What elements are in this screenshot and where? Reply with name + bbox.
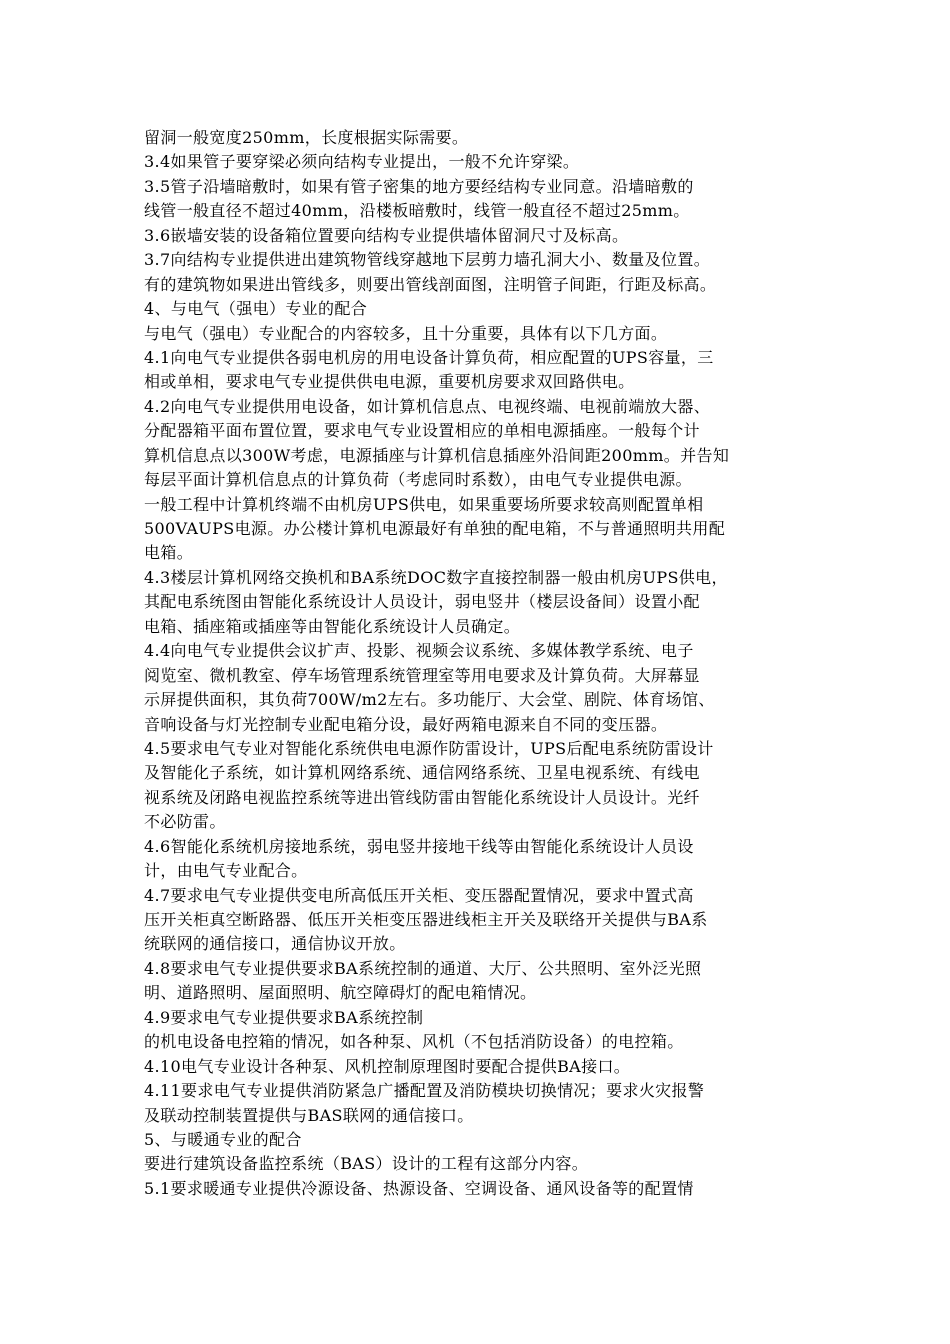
section-heading: 5、与暖通专业的配合 <box>144 1129 302 1149</box>
text-line: 4.5要求电气专业对智能化系统供电电源作防雷设计，UPS后配电系统防雷设计 <box>144 738 714 758</box>
text-line: 与电气（强电）专业配合的内容较多，且十分重要，具体有以下几方面。 <box>144 323 668 343</box>
document-body <box>144 126 824 1201</box>
text-line: 不必防雷。 <box>144 812 226 832</box>
text-line: 压开关柜真空断路器、低压开关柜变压器进线柜主开关及联络开关提供与BA系 <box>144 910 708 929</box>
text-line: 线管一般直径不超过40mm，沿楼板暗敷时，线管一般直径不超过25mm。 <box>144 201 690 221</box>
text-line: 留洞一般宽度250mm，长度根据实际需要。 <box>144 128 469 147</box>
text-line: 有的建筑物如果进出管线多，则要出管线剖面图，注明管子间距，行距及标高。 <box>144 274 717 294</box>
text-line: 3.5管子沿墙暗敷时，如果有管子密集的地方要经结构专业同意。沿墙暗敷的 <box>144 176 694 196</box>
section-heading: 4、与电气（强电）专业的配合 <box>144 299 368 319</box>
text-line: 4.8要求电气专业提供要求BA系统控制的通道、大厅、公共照明、室外泛光照 <box>144 958 702 978</box>
text-line: 3.4如果管子要穿梁必须向结构专业提出，一般不允许穿梁。 <box>144 152 580 172</box>
text-line: 分配器箱平面布置位置，要求电气专业设置相应的单相电源插座。一般每个计 <box>144 421 700 441</box>
text-line: 及智能化子系统，如计算机网络系统、通信网络系统、卫星电视系统、有线电 <box>144 763 700 783</box>
text-line: 5.1要求暖通专业提供冷源设备、热源设备、空调设备、通风设备等的配置情 <box>144 1178 694 1198</box>
text-line: 视系统及闭路电视监控系统等进出管线防雷由智能化系统设计人员设计。光纤 <box>144 787 700 807</box>
text-line: 阅览室、微机教室、停车场管理系统管理室等用电要求及计算负荷。大屏幕显 <box>144 665 700 685</box>
text-line: 4.1向电气专业提供各弱电机房的用电设备计算负荷，相应配置的UPS容量，三 <box>144 347 714 367</box>
text-line: 电箱、插座箱或插座等由智能化系统设计人员确定。 <box>144 616 521 636</box>
text-line: 4.6智能化系统机房接地系统，弱电竖井接地干线等由智能化系统设计人员设 <box>144 836 694 856</box>
text-line: 明、道路照明、屋面照明、航空障碍灯的配电箱情况。 <box>144 983 537 1003</box>
text-line: 音响设备与灯光控制专业配电箱分设，最好两箱电源来自不同的变压器。 <box>144 714 668 734</box>
text-line: 4.10电气专业设计各种泵、风机控制原理图时要配合提供BA接口。 <box>144 1056 631 1076</box>
text-line: 4.2向电气专业提供用电设备，如计算机信息点、电视终端、电视前端放大器、 <box>144 396 711 416</box>
text-line: 及联动控制装置提供与BAS联网的通信接口。 <box>144 1105 474 1125</box>
text-line: 每层平面计算机信息点的计算负荷（考虑同时系数），由电气专业提供电源。 <box>144 470 692 490</box>
text-line: 计，由电气专业配合。 <box>144 861 308 881</box>
text-line: 电箱。 <box>144 543 194 563</box>
text-line: 要进行建筑设备监控系统（BAS）设计的工程有这部分内容。 <box>144 1154 589 1174</box>
text-line: 4.11要求电气专业提供消防紧急广播配置及消防模块切换情况；要求火灾报警 <box>144 1081 705 1101</box>
text-line: 500VAUPS电源。办公楼计算机电源最好有单独的配电箱，不与普通照明共用配 <box>144 519 726 538</box>
text-line: 3.6嵌墙安装的设备箱位置要向结构专业提供墙体留洞尺寸及标高。 <box>144 225 629 245</box>
text-line: 4.3楼层计算机网络交换机和BA系统DOC数字直接控制器一般由机房UPS供电， <box>144 567 728 587</box>
text-line: 示屏提供面积，其负荷700W/m2左右。多功能厅、大会堂、剧院、体育场馆、 <box>144 690 715 710</box>
text-line: 其配电系统图由智能化系统设计人员设计，弱电竖井（楼层设备间）设置小配 <box>144 592 700 612</box>
text-line: 的机电设备电控箱的情况，如各种泵、风机（不包括消防设备）的电控箱。 <box>144 1032 684 1052</box>
text-line: 算机信息点以300W考虑，电源插座与计算机信息插座外沿间距200mm。并告知 <box>144 445 730 465</box>
text-line: 3.7向结构专业提供进出建筑物管线穿越地下层剪力墙孔洞大小、数量及位置。 <box>144 250 711 270</box>
text-line: 4.7要求电气专业提供变电所高低压开关柜、变压器配置情况，要求中置式高 <box>144 885 694 905</box>
text-line: 统联网的通信接口，通信协议开放。 <box>144 934 406 954</box>
text-line: 相或单相，要求电气专业提供供电电源，重要机房要求双回路供电。 <box>144 372 635 392</box>
text-line: 4.4向电气专业提供会议扩声、投影、视频会议系统、多媒体教学系统、电子 <box>144 641 694 661</box>
text-line: 4.9要求电气专业提供要求BA系统控制 <box>144 1007 424 1027</box>
text-line: 一般工程中计算机终端不由机房UPS供电，如果重要场所要求较高则配置单相 <box>144 494 704 514</box>
